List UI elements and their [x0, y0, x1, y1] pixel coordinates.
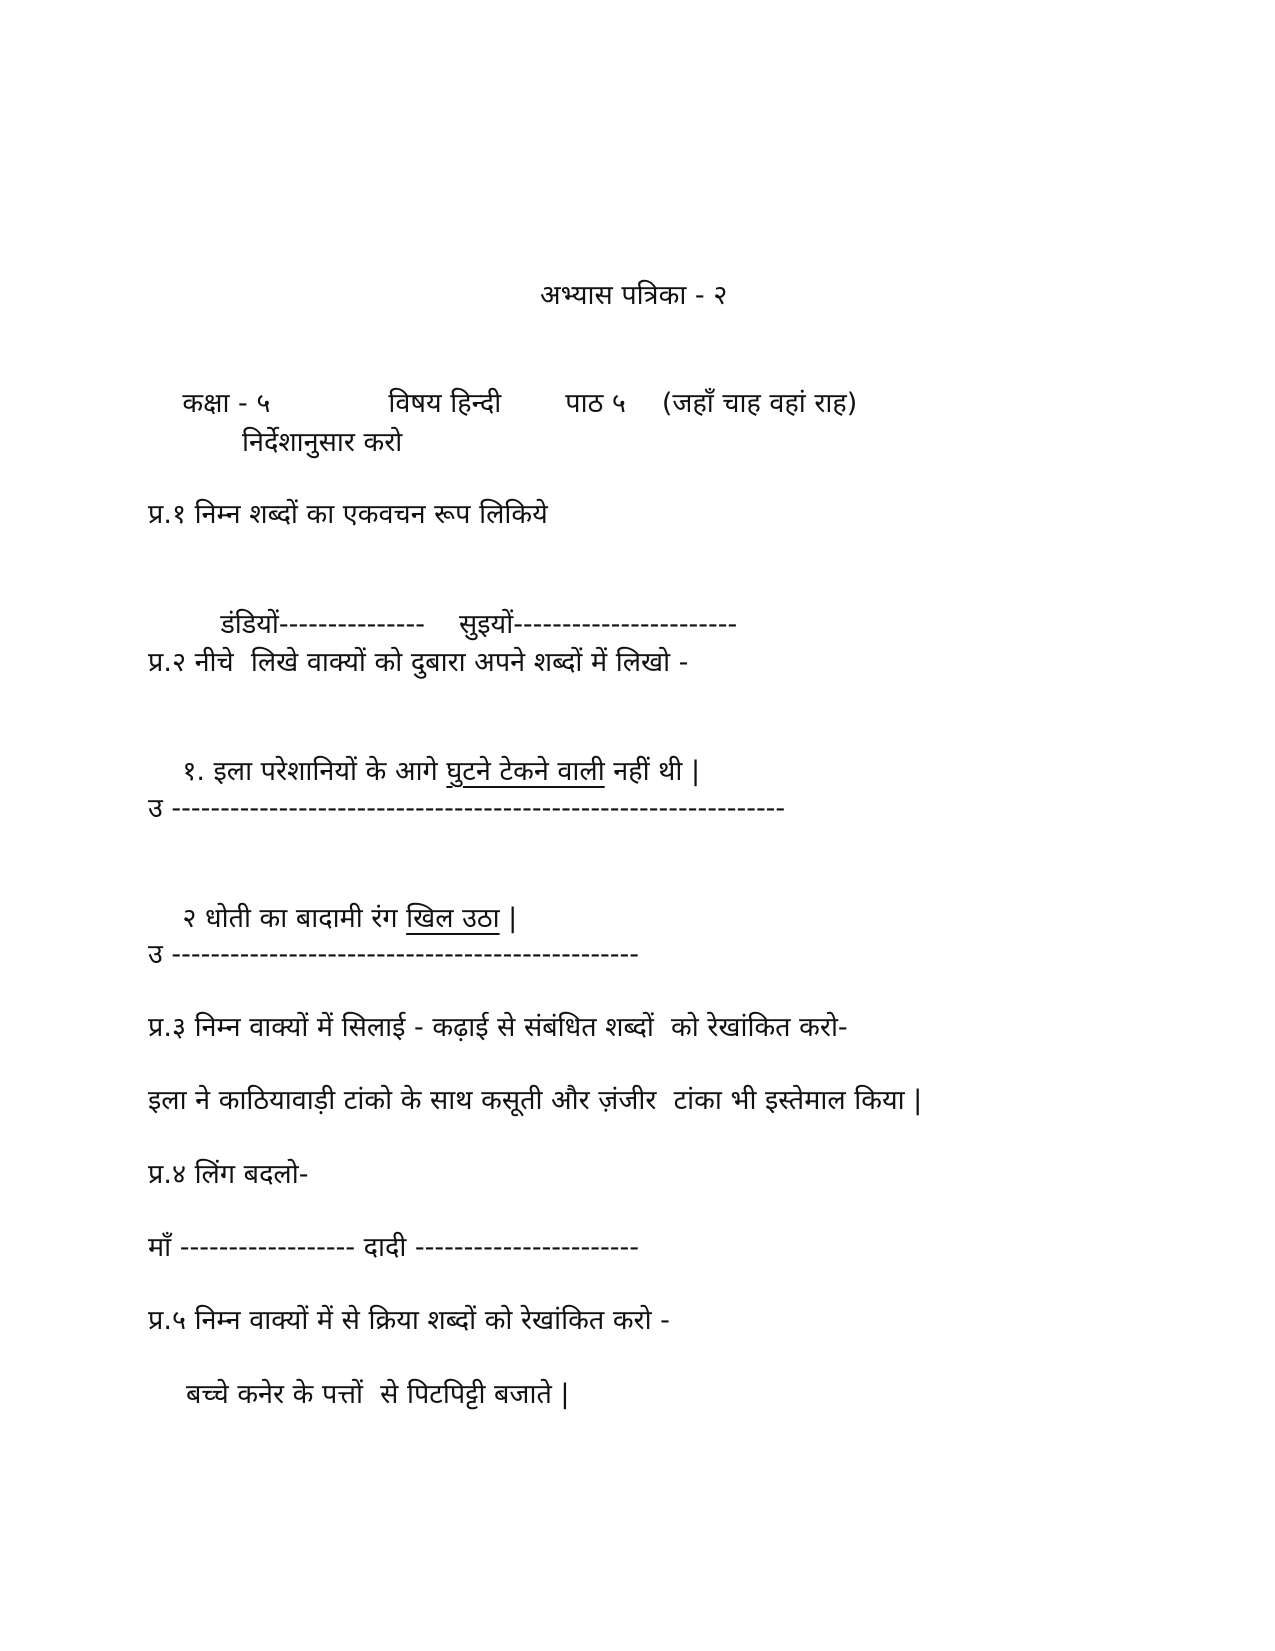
subject-label: विषय हिन्दी	[388, 388, 502, 419]
q2-s2-prefix: २ धोती का बादामी रंग	[182, 903, 407, 934]
q1-word-1: डंडियों---------------	[220, 609, 426, 640]
q2-s1-suffix: नहीं थी |	[604, 756, 701, 787]
question-5-prompt: प्र.५ निम्न वाक्यों में से क्रिया शब्दों को रेखांकित करो -	[148, 1305, 670, 1336]
question-3-sentence: इला ने काठियावाड़ी टांको के साथ कसूती और ज़ंजीर टांका भी इस्तेमाल किया |	[148, 1085, 923, 1116]
q2-s2-suffix: |	[499, 903, 518, 934]
instruction: निर्देशानुसार करो	[242, 427, 403, 458]
question-1-prompt: प्र.१ निम्न शब्दों का एकवचन रूप लिकिये	[148, 499, 548, 530]
question-3-prompt: प्र.३ निम्न वाक्यों में सिलाई - कढ़ाई से संबंधित शब्दों को रेखांकित करो-	[148, 1012, 848, 1043]
q2-s1-underlined: घुटने टेकने वाली	[446, 756, 605, 787]
question-4-prompt: प्र.४ लिंग बदलो-	[148, 1159, 309, 1190]
q1-word-2: सुइयों-----------------------	[459, 609, 738, 640]
q2-s2-underlined: खिल उठा	[406, 903, 500, 934]
q2-answer-line-2: उ ------------------------------------------------	[148, 939, 640, 970]
question-4-blanks: माँ ------------------ दादी -----------------------	[148, 1232, 639, 1263]
lesson-name: (जहाँ चाह वहां राह)	[661, 388, 858, 419]
question-5-sentence: बच्चे कनेर के पत्तों से पिटपिट्टी बजाते |	[186, 1379, 570, 1410]
question-2-prompt: प्र.२ नीचे लिखे वाक्यों को दुबारा अपने शब्दों में लिखो -	[148, 647, 689, 678]
class-label: कक्षा - ५	[182, 388, 271, 419]
q2-answer-line-1: उ ---------------------------------------------------------------	[148, 793, 786, 824]
worksheet-title: अभ्यास पत्रिका - २	[540, 280, 728, 311]
lesson-label: पाठ ५	[565, 388, 626, 419]
q2-s1-prefix: १. इला परेशानियों के आगे	[182, 756, 447, 787]
